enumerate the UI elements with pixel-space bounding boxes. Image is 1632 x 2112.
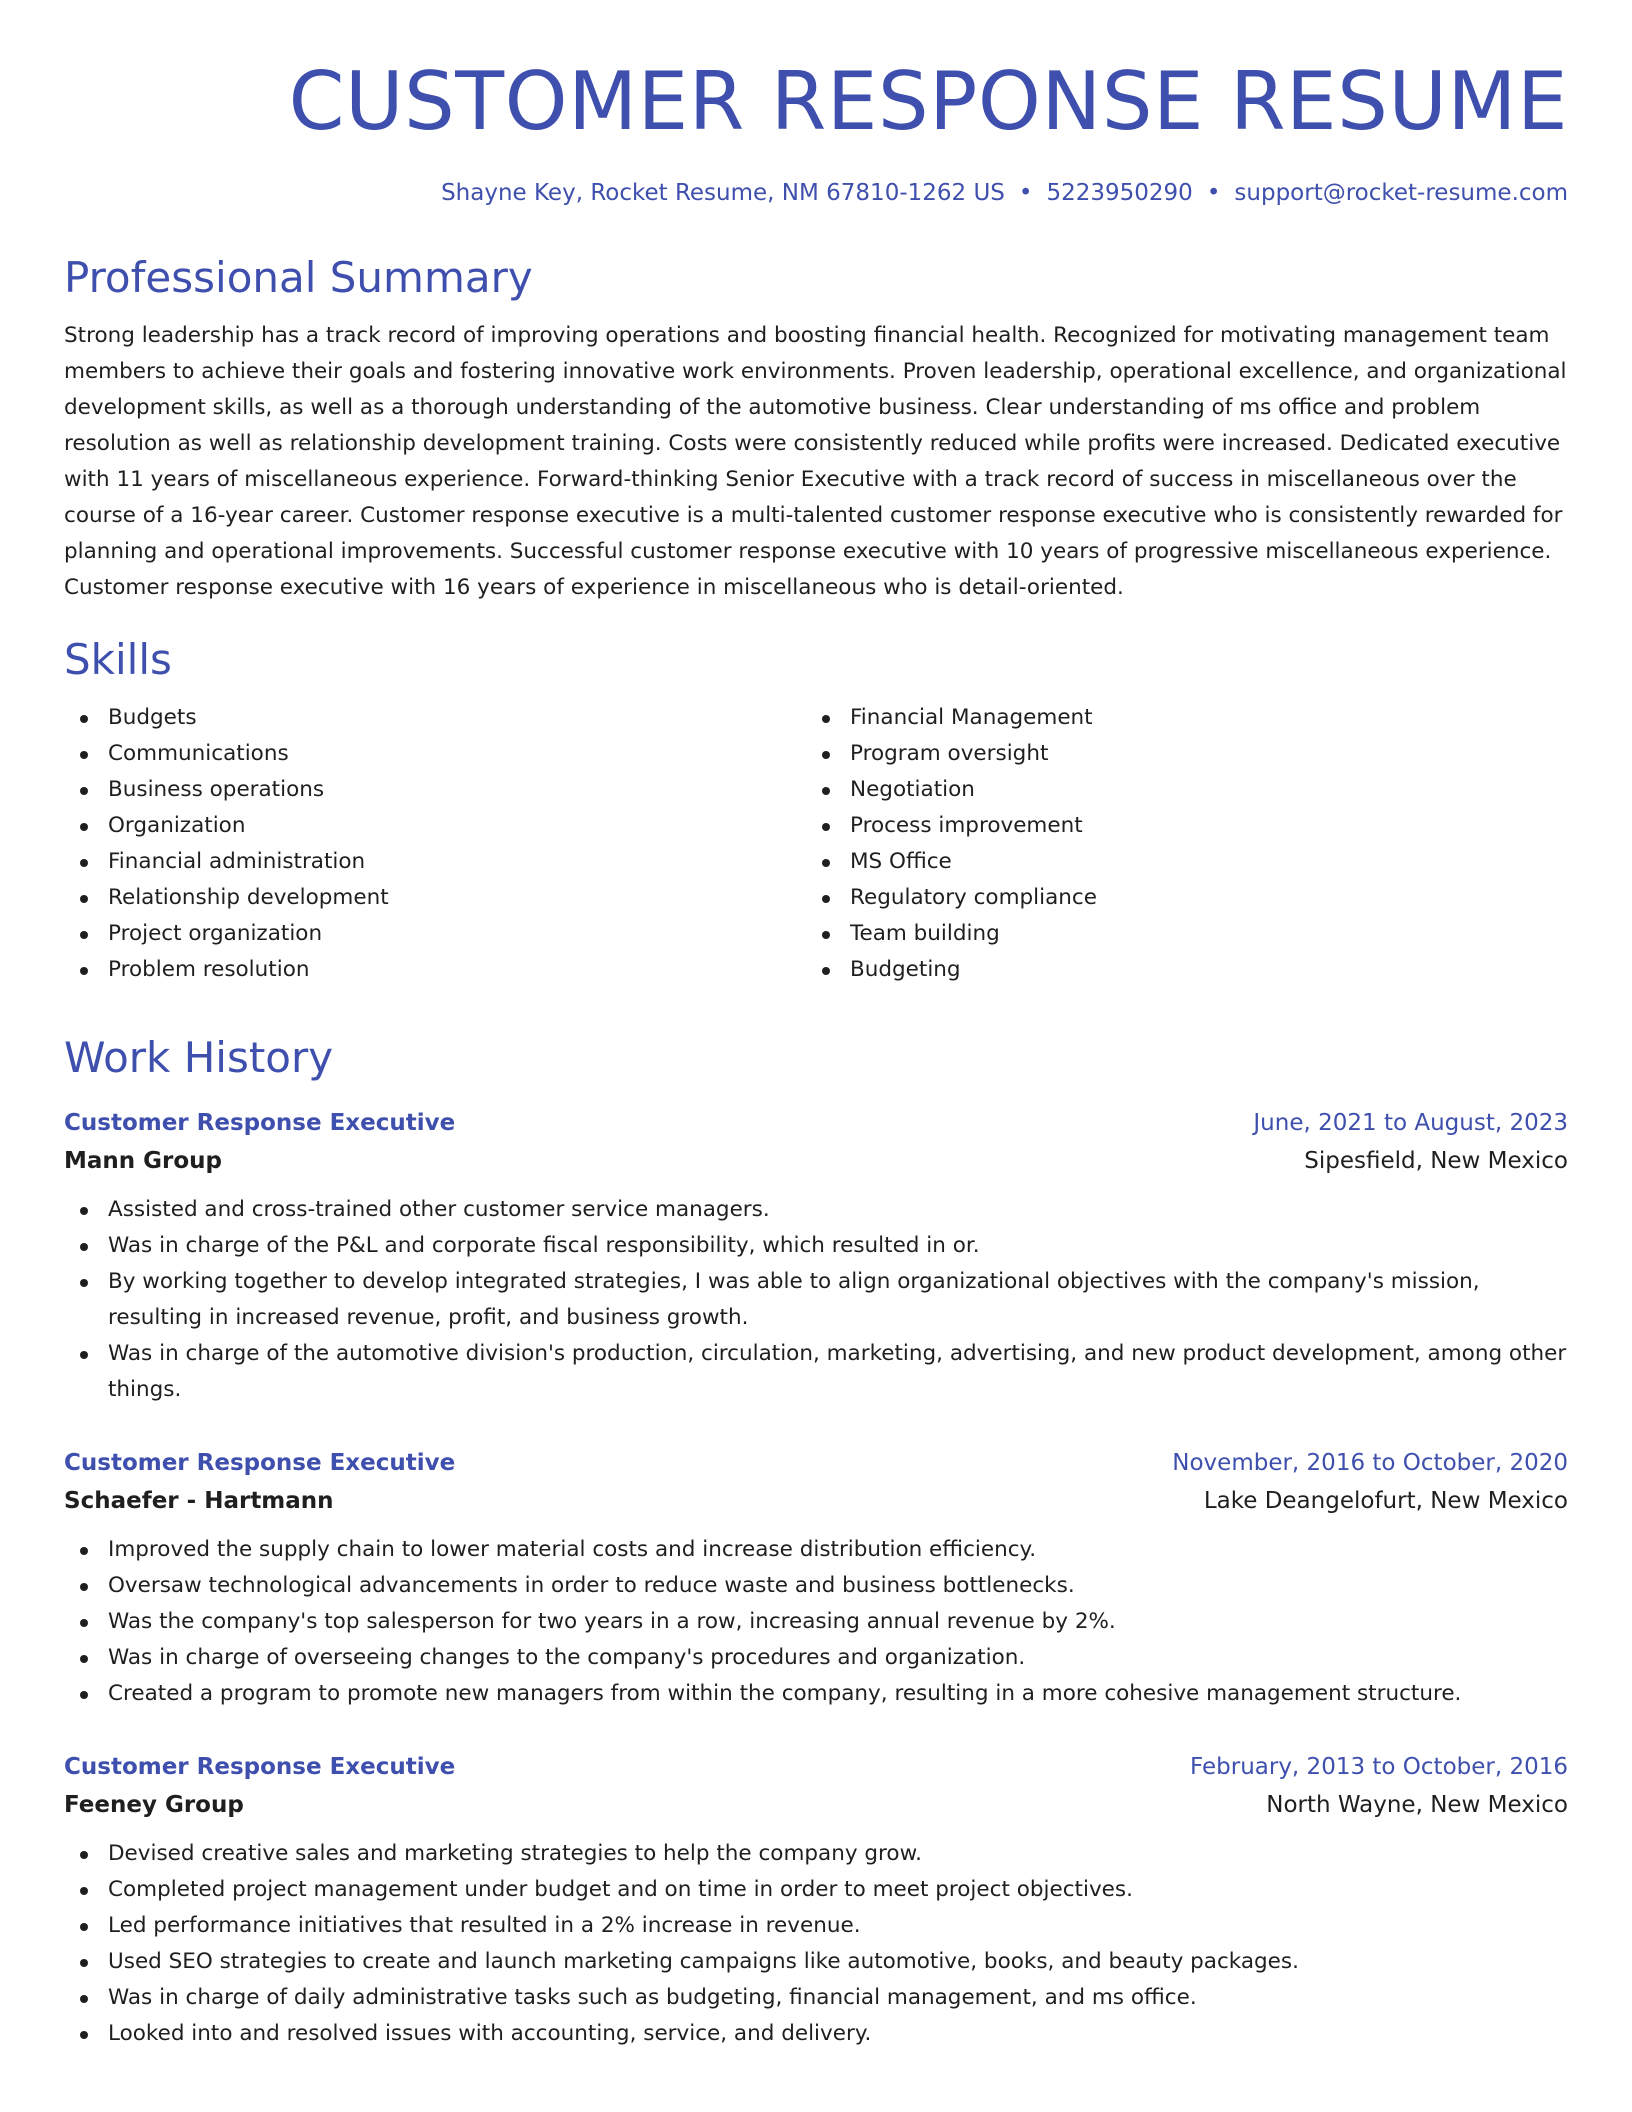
company-name: Schaefer - Hartmann bbox=[64, 1488, 334, 1514]
resume-title: CUSTOMER RESPONSE RESUME bbox=[288, 55, 1568, 148]
job-title: Customer Response Executive bbox=[64, 1450, 456, 1476]
job-bullet: Assisted and cross-trained other customer service managers. bbox=[64, 1192, 1568, 1228]
job-bullet: Improved the supply chain to lower material costs and increase distribution efficiency. bbox=[64, 1532, 1568, 1568]
job-dates: February, 2013 to October, 2016 bbox=[1190, 1754, 1568, 1780]
skill-item: Negotiation bbox=[806, 772, 1548, 808]
job-bullet: Looked into and resolved issues with accounting, service, and delivery. bbox=[64, 2016, 1568, 2052]
separator-dot: • bbox=[1206, 180, 1221, 206]
job-title: Customer Response Executive bbox=[64, 1754, 456, 1780]
skill-item: Relationship development bbox=[64, 880, 806, 916]
separator-dot: • bbox=[1018, 180, 1033, 206]
contact-line bbox=[64, 176, 1568, 210]
job-bullet: Oversaw technological advancements in order to reduce waste and business bottlenecks. bbox=[64, 1568, 1568, 1604]
skill-item: Business operations bbox=[64, 772, 806, 808]
job-location: Sipesfield, New Mexico bbox=[1304, 1148, 1568, 1174]
skill-item: Project organization bbox=[64, 916, 806, 952]
skill-item: Problem resolution bbox=[64, 952, 806, 988]
skill-item: Budgets bbox=[64, 700, 806, 736]
job-entry bbox=[64, 1748, 1568, 2052]
skill-item: Financial administration bbox=[64, 844, 806, 880]
work-history-heading: Work History bbox=[64, 1033, 334, 1082]
skill-item: Budgeting bbox=[806, 952, 1548, 988]
job-dates: June, 2021 to August, 2023 bbox=[1253, 1110, 1568, 1136]
skills-heading: Skills bbox=[64, 635, 172, 684]
skill-item: MS Office bbox=[806, 844, 1548, 880]
job-bullet: By working together to develop integrated strategies, I was able to align organizational objectives with the company's mission, resulting in increased revenue, profit, and business growth. bbox=[64, 1264, 1568, 1336]
summary-heading: Professional Summary bbox=[64, 253, 533, 302]
job-bullets bbox=[64, 1192, 1568, 1408]
company-name: Mann Group bbox=[64, 1148, 223, 1174]
skills-column-left bbox=[64, 700, 806, 988]
job-bullet: Devised creative sales and marketing strategies to help the company grow. bbox=[64, 1836, 1568, 1872]
skill-item: Process improvement bbox=[806, 808, 1548, 844]
job-bullet: Led performance initiatives that resulted in a 2% increase in revenue. bbox=[64, 1908, 1568, 1944]
contact-email: support@rocket-resume.com bbox=[1234, 180, 1568, 206]
company-name: Feeney Group bbox=[64, 1792, 244, 1818]
job-title: Customer Response Executive bbox=[64, 1110, 456, 1136]
skills-list bbox=[64, 700, 1568, 988]
job-bullet: Was the company's top salesperson for two years in a row, increasing annual revenue by 2%. bbox=[64, 1604, 1568, 1640]
job-bullet: Was in charge of the automotive division's production, circulation, marketing, advertising, and new product development, among other things. bbox=[64, 1336, 1568, 1408]
job-bullet: Was in charge of daily administrative tasks such as budgeting, financial management, and ms office. bbox=[64, 1980, 1568, 2016]
skill-item: Regulatory compliance bbox=[806, 880, 1548, 916]
contact-address: Shayne Key, Rocket Resume, NM 67810-1262 US bbox=[441, 180, 1005, 206]
job-bullets bbox=[64, 1532, 1568, 1712]
job-bullet: Used SEO strategies to create and launch marketing campaigns like automotive, books, and beauty packages. bbox=[64, 1944, 1568, 1980]
job-bullet: Was in charge of overseeing changes to the company's procedures and organization. bbox=[64, 1640, 1568, 1676]
resume-page bbox=[64, 0, 1568, 2052]
job-location: Lake Deangelofurt, New Mexico bbox=[1203, 1488, 1568, 1514]
job-bullets bbox=[64, 1836, 1568, 2052]
skill-item: Organization bbox=[64, 808, 806, 844]
job-entry bbox=[64, 1104, 1568, 1408]
job-entry bbox=[64, 1444, 1568, 1712]
job-dates: November, 2016 to October, 2020 bbox=[1172, 1450, 1568, 1476]
contact-phone: 5223950290 bbox=[1046, 180, 1193, 206]
job-bullet: Was in charge of the P&L and corporate fiscal responsibility, which resulted in or. bbox=[64, 1228, 1568, 1264]
skill-item: Program oversight bbox=[806, 736, 1548, 772]
skills-column-right bbox=[806, 700, 1548, 988]
job-bullet: Completed project management under budget and on time in order to meet project objectives. bbox=[64, 1872, 1568, 1908]
skill-item: Communications bbox=[64, 736, 806, 772]
job-location: North Wayne, New Mexico bbox=[1266, 1792, 1568, 1818]
summary-text: Strong leadership has a track record of improving operations and boosting financial health. Recognized for motivating management team members to achieve their goals and fostering innovative work environments. Proven leadership, operational excellence, and organizational development skills, as well as a thorough understanding of the automotive business. Clear understanding of ms office and problem resolution as well as relationship development training. Costs were consistently reduced while profits were increased. Dedicated executive with 11 years of miscellaneous experience. Forward-thinking Senior Executive with a track record of success in miscellaneous over the course of a 16-year career. Customer response executive is a multi-talented customer response executive who is consistently rewarded for planning and operational improvements. Successful customer response executive with 10 years of progressive miscellaneous experience. Customer response executive with 16 years of experience in miscellaneous who is detail-oriented. bbox=[64, 323, 1567, 600]
skill-item: Team building bbox=[806, 916, 1548, 952]
job-bullet: Created a program to promote new managers from within the company, resulting in a more cohesive management structure. bbox=[64, 1676, 1568, 1712]
skill-item: Financial Management bbox=[806, 700, 1548, 736]
